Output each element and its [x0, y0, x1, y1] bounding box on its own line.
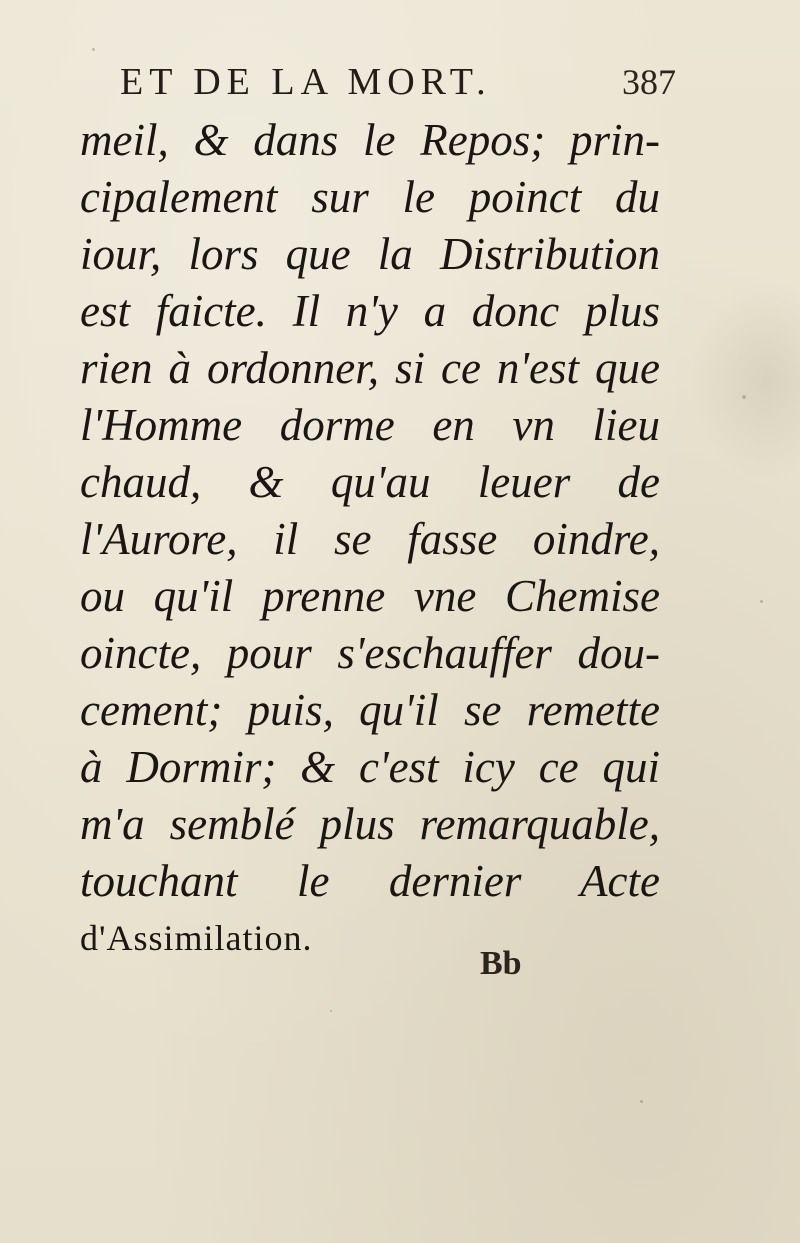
text-line: oincte, pour s'eschauffer dou-: [80, 628, 660, 678]
text-line: l'Homme dorme en vn lieu: [80, 400, 660, 450]
signature-mark: Bb: [480, 945, 522, 982]
text-line: iour, lors que la Distribution: [80, 229, 660, 279]
page-number: 387: [622, 62, 676, 102]
text-line: l'Aurore, il se fasse oindre,: [80, 514, 660, 564]
text-line: à Dormir; & c'est icy ce qui: [80, 742, 660, 792]
text-line: cipalement sur le poinct du: [80, 172, 660, 222]
text-line: m'a semblé plus remarquable,: [80, 799, 660, 849]
text-line: chaud, & qu'au leuer de: [80, 457, 660, 507]
show-through-stain: [690, 280, 800, 480]
text-line: touchant le dernier Acte: [80, 856, 660, 906]
paper-speck: [92, 48, 95, 51]
text-line-final: d'Assimilation.: [80, 918, 313, 958]
running-head: [120, 60, 680, 110]
text-line: meil, & dans le Repos; prin-: [80, 115, 660, 165]
body-text: [80, 112, 660, 967]
running-title: ET DE LA MORT.: [120, 61, 492, 103]
paper-speck: [760, 600, 763, 603]
paper-speck: [742, 395, 746, 399]
text-line: est faicte. Il n'y a donc plus: [80, 286, 660, 336]
text-line: rien à ordonner, si ce n'est que: [80, 343, 660, 393]
paper-speck: [330, 1010, 332, 1012]
text-line: cement; puis, qu'il se remette: [80, 685, 660, 735]
text-line: ou qu'il prenne vne Chemise: [80, 571, 660, 621]
paper-speck: [640, 1100, 643, 1103]
